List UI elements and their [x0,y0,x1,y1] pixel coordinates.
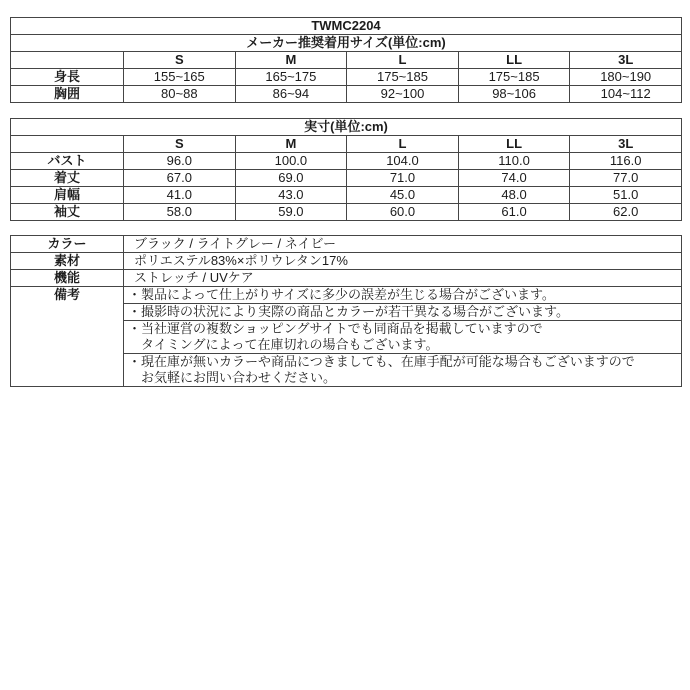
row-label-bust: バスト [11,153,124,170]
note-4-line-2: お気軽にお問い合わせください。 [141,370,337,385]
corner-cell [11,136,124,153]
size-header-row [11,52,682,69]
height-value-m: 165~175 [235,69,347,86]
size-col-header-l: L [347,52,459,69]
height-value-l: 175~185 [347,69,459,86]
body-length-value-ll: 74.0 [458,170,570,187]
product-code-row [11,18,682,35]
shoulder-width-row [11,187,682,204]
sleeve-value-s: 58.0 [124,204,236,221]
note-3-line-1: ・当社運営の複数ショッピングサイトでも同商品を掲載していますので [128,321,543,336]
body-length-row [11,170,682,187]
bust-value-3l: 116.0 [570,153,682,170]
size-col-header-m: M [235,136,347,153]
material-row [11,253,682,270]
shoulder-value-ll: 48.0 [458,187,570,204]
details-table [10,235,682,387]
height-value-ll: 175~185 [458,69,570,86]
chest-value-l: 92~100 [347,86,459,103]
bust-row [11,153,682,170]
chest-value-ll: 98~106 [458,86,570,103]
size-header-row [11,136,682,153]
corner-cell [11,52,124,69]
size-col-header-3l: 3L [570,52,682,69]
note-3 [124,321,682,354]
body-length-value-l: 71.0 [347,170,459,187]
shoulder-value-s: 41.0 [124,187,236,204]
size-col-header-ll: LL [458,136,570,153]
function-value: ストレッチ / UVケア [124,270,682,287]
row-label-notes: 備考 [11,287,124,387]
row-label-chest: 胸囲 [11,86,124,103]
sleeve-value-l: 60.0 [347,204,459,221]
shoulder-value-m: 43.0 [235,187,347,204]
row-label-function: 機能 [11,270,124,287]
row-label-shoulder-width: 肩幅 [11,187,124,204]
table-heading-row [11,119,682,136]
recommended-size-table [10,17,682,103]
sleeve-length-row [11,204,682,221]
size-col-header-ll: LL [458,52,570,69]
sheet-container [10,0,682,387]
product-code: TWMC2204 [11,18,682,35]
note-4-line-1: ・現在庫が無いカラーや商品につきましても、在庫手配が可能な場合もございますので [128,354,635,369]
actual-size-table [10,118,682,221]
shoulder-value-3l: 51.0 [570,187,682,204]
body-length-value-s: 67.0 [124,170,236,187]
note-2 [124,304,682,321]
size-col-header-s: S [124,52,236,69]
chest-value-s: 80~88 [124,86,236,103]
height-value-s: 155~165 [124,69,236,86]
bust-value-l: 104.0 [347,153,459,170]
row-label-height: 身長 [11,69,124,86]
height-value-3l: 180~190 [570,69,682,86]
note-1 [124,287,682,304]
row-label-color: カラー [11,236,124,253]
sleeve-value-m: 59.0 [235,204,347,221]
row-label-body-length: 着丈 [11,170,124,187]
size-col-header-l: L [347,136,459,153]
body-length-value-3l: 77.0 [570,170,682,187]
row-label-sleeve-length: 袖丈 [11,204,124,221]
material-value: ポリエステル83%×ポリウレタン17% [124,253,682,270]
note-4 [124,354,682,387]
height-row [11,69,682,86]
row-label-material: 素材 [11,253,124,270]
chest-value-m: 86~94 [235,86,347,103]
size-col-header-3l: 3L [570,136,682,153]
recommended-size-heading: メーカー推奨着用サイズ(単位:cm) [11,35,682,52]
notes-row-1 [11,287,682,304]
color-row [11,236,682,253]
size-col-header-m: M [235,52,347,69]
note-1-line-1: ・製品によって仕上がりサイズに多少の誤差が生じる場合がございます。 [128,287,555,302]
table-heading-row [11,35,682,52]
sleeve-value-3l: 62.0 [570,204,682,221]
color-value: ブラック / ライトグレー / ネイビー [124,236,682,253]
actual-size-heading: 実寸(単位:cm) [11,119,682,136]
function-row [11,270,682,287]
bust-value-m: 100.0 [235,153,347,170]
note-3-line-2: タイミングによって在庫切れの場合もございます。 [141,337,439,352]
body-length-value-m: 69.0 [235,170,347,187]
bust-value-ll: 110.0 [458,153,570,170]
size-col-header-s: S [124,136,236,153]
sleeve-value-ll: 61.0 [458,204,570,221]
note-2-line-1: ・撮影時の状況により実際の商品とカラーが若干異なる場合がございます。 [128,304,569,319]
chest-row [11,86,682,103]
chest-value-3l: 104~112 [570,86,682,103]
shoulder-value-l: 45.0 [347,187,459,204]
bust-value-s: 96.0 [124,153,236,170]
